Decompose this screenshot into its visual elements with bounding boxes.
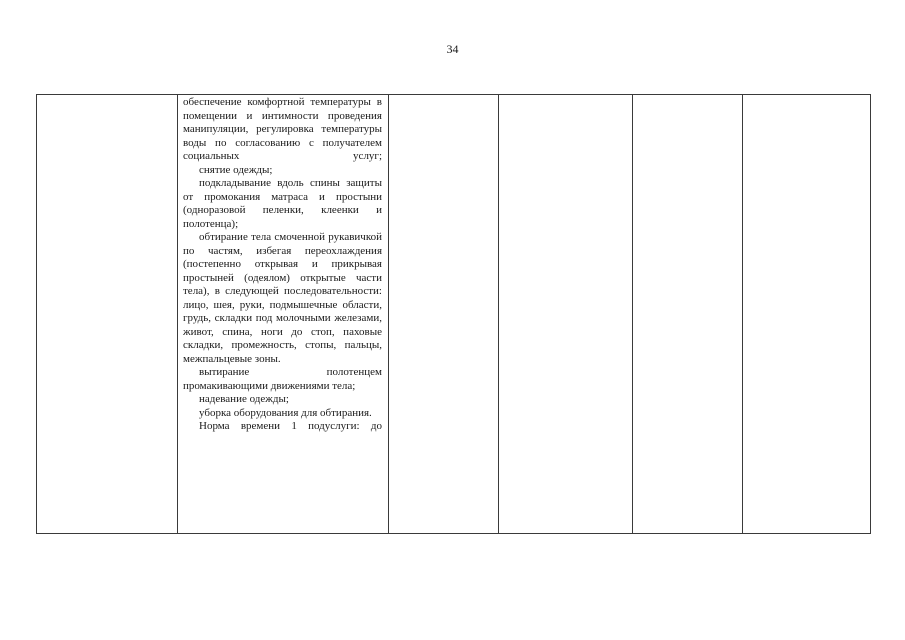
table-cell-empty-4	[499, 95, 633, 534]
page-number: 34	[446, 42, 459, 56]
table-cell-empty-3	[389, 95, 499, 534]
paragraph-undress: снятие одежды;	[199, 163, 273, 176]
paragraph-comfort: обеспечение комфортной температуры в помещении и интимности проведения манипуляции, регулировка температуры воды по согласованию с получателем социальных услуг;	[183, 96, 382, 162]
table-cell-description	[178, 95, 389, 534]
paragraph-time-norm: Норма времени 1 подуслуги: до	[199, 420, 382, 432]
paragraph-dressing: надевание одежды;	[199, 393, 289, 405]
services-table	[36, 94, 871, 534]
table-cell-empty-5	[633, 95, 743, 534]
paragraph-wiping: обтирание тела смоченной рукавичкой по частям, избегая переохлаждения (постепенно открывая и прикрывая простыней (одеялом) открытые части тела), в следующей последовательности: лицо, шея, руки, подмышечные области, грудь, складки под молочными железами, живот, спина, ноги до стоп, паховые складки, промежность, стопы, пальцы, межпальцевые зоны.	[183, 231, 382, 365]
paragraph-cleanup: уборка оборудования для обтирания.	[199, 406, 372, 419]
paragraph-protection: подкладывание вдоль спины защиты от промокания матраса и простыни (одноразовой пеленки, клеенки и полотенца);	[183, 177, 382, 230]
table-cell-empty-6	[743, 95, 871, 534]
table-cell-number	[37, 95, 178, 534]
paragraph-drying: вытирание полотенцем промакивающими движениями тела;	[183, 366, 382, 392]
table-row	[37, 95, 871, 534]
